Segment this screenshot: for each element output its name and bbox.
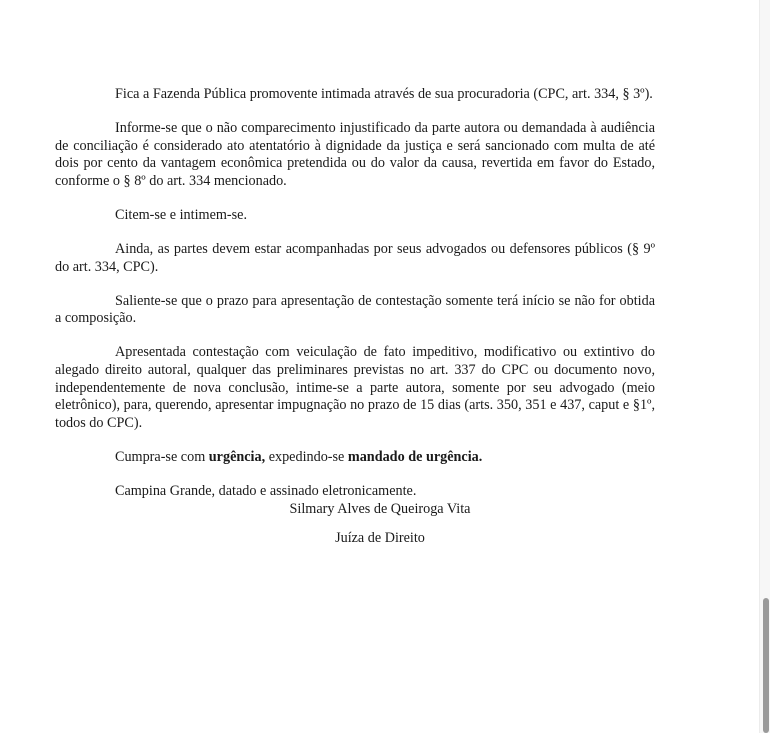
- paragraph-text: Citem-se e intimem-se.: [115, 206, 247, 223]
- paragraph-text: expedindo-se: [265, 448, 348, 465]
- paragraph-text: Ainda, as partes devem estar acompanhadas por seus advogados ou defensores públicos (§ 9º do art. 334, CPC).: [55, 241, 655, 275]
- signature-name: Silmary Alves de Queiroga Vita: [289, 501, 471, 517]
- paragraph-cumpra-se: [55, 449, 655, 467]
- vertical-scrollbar[interactable]: [759, 0, 770, 733]
- paragraph-text: Informe-se que o não comparecimento injustificado da parte autora ou demandada à audiência de conciliação é considerado ato atentatório à dignidade da justiça e será sancionado com multa de até dois por cento da vantagem econômica pretendida ou do valor da causa, revertida em favor do Estado, conforme o § 8º do art. 334 mencionado.: [55, 120, 655, 189]
- document-body: [55, 86, 655, 501]
- paragraph-advogados: [55, 241, 655, 276]
- bold-mandado: mandado de urgência.: [347, 448, 483, 465]
- paragraph-text: Saliente-se que o prazo para apresentação de contestação somente terá início se não for obtida a composição.: [55, 292, 655, 327]
- paragraph-citacao: [55, 207, 655, 225]
- paragraph-intimacao: [55, 86, 655, 104]
- paragraph-text: Campina Grande, datado e assinado eletronicamente.: [115, 483, 417, 499]
- paragraph-text: Apresentada contestação com veiculação de fato impeditivo, modificativo ou extintivo do alegado direito autoral, qualquer das preliminares previstas no art. 337 do CPC ou documento novo, independentemente de nova conclusão, intime-se a parte autora, somente por seu advogado (meio eletrônico), para, querendo, apresentar impugnação no prazo de 15 dias (arts. 350, 351 e 437, caput e §1º, todos do CPC).: [55, 344, 655, 431]
- paragraph-text: Cumpra-se com: [115, 448, 209, 465]
- signature-role: Juíza de Direito: [335, 530, 425, 546]
- bold-urgencia: urgência,: [208, 448, 266, 465]
- paragraph-contestacao: [55, 344, 655, 432]
- paragraph-text: Fica a Fazenda Pública promovente intimada através de sua procuradoria (CPC, art. 334, § 3º).: [115, 86, 653, 102]
- paragraph-prazo: [55, 293, 655, 328]
- paragraph-multa: [55, 120, 655, 190]
- paragraph-local-data: [55, 483, 655, 501]
- scrollbar-thumb[interactable]: [763, 598, 769, 733]
